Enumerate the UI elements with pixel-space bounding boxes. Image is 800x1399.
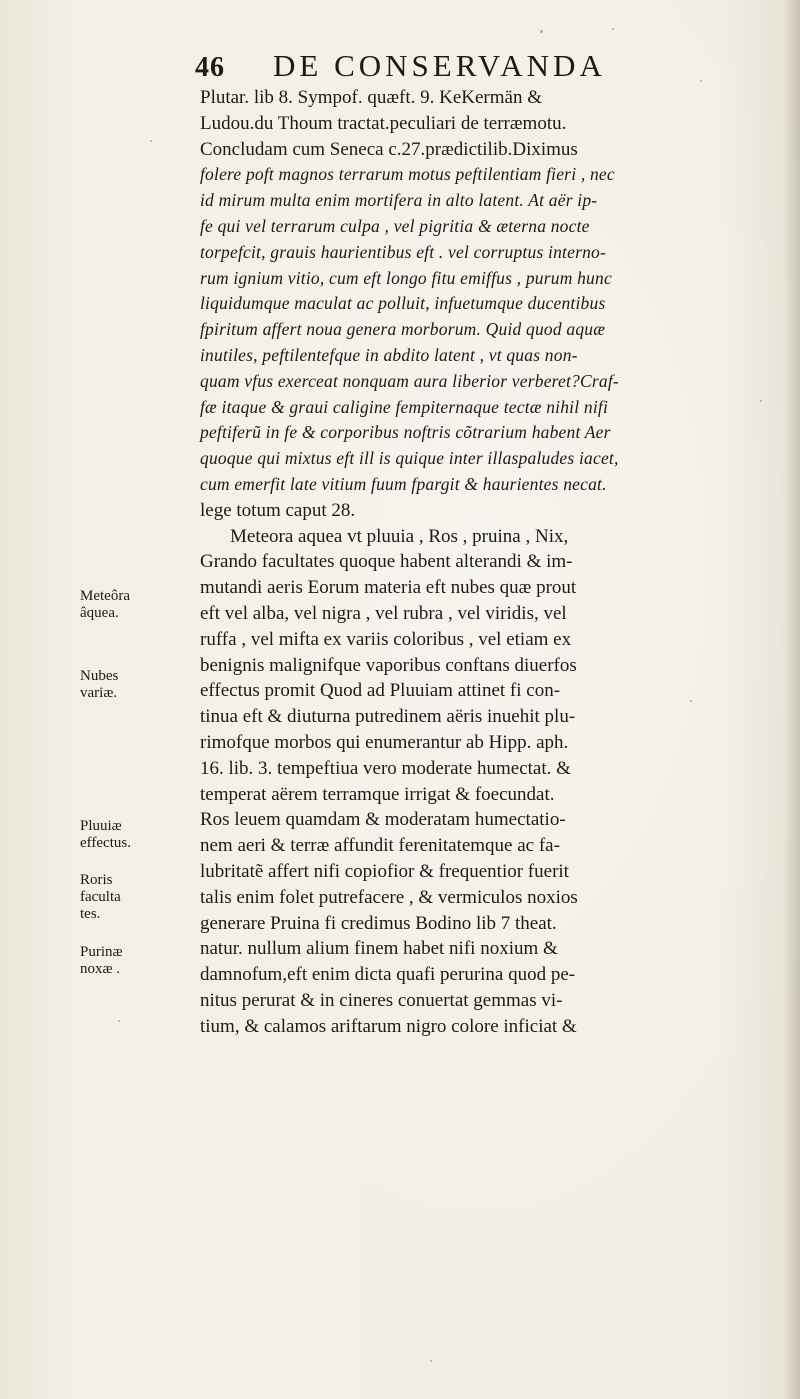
text-line: mutandi aeris Eorum materia eft nubes quæ prout [200, 577, 577, 599]
page-number: 46 [195, 52, 225, 83]
margin-note-line: tes. [80, 906, 101, 922]
paper-fleck [700, 80, 702, 82]
margin-note [80, 944, 190, 978]
page-header [195, 48, 795, 90]
text-line: temperat aërem terramque irrigat & foecundat. [200, 783, 555, 805]
margin-note-line: variæ. [80, 685, 118, 701]
text-line: Ros leuem quamdam & moderatam humectatio- [200, 809, 566, 831]
text-line: benignis malignifque vaporibus conftans diuerfos [200, 654, 577, 676]
margin-note-line: Meteôra [80, 588, 130, 604]
text-line: fe qui vel terrarum culpa , vel pigritia & æterna nocte [200, 215, 590, 236]
text-line: quoque qui mixtus eft ill is quique inter illaspaludes iacet, [200, 448, 619, 469]
margin-note [80, 872, 190, 923]
text-line: rum ignium vitio, cum eft longo fitu emiffus , purum hunc [200, 267, 612, 288]
text-line: id mirum multa enim mortifera in alto latent. At aër ip- [200, 190, 598, 211]
paper-fleck [118, 1020, 120, 1022]
margin-note-line: noxæ . [80, 961, 121, 977]
margin-note-line: Nubes [80, 668, 119, 684]
margin-note [80, 588, 190, 622]
margin-note-line: Roris [80, 872, 113, 888]
text-line: lege totum caput 28. [200, 499, 356, 521]
body-text [200, 85, 790, 1039]
margin-note [80, 818, 190, 852]
text-line: cum emerfit late vitium fuum fpargit & haurientes necat. [200, 473, 607, 494]
text-line: nitus perurat & in cineres conuertat gemmas vi- [200, 989, 563, 1011]
text-line: damnofum,eft enim dicta quafi perurina quod pe- [200, 964, 576, 986]
paper-fleck [150, 140, 152, 142]
text-line: ruffa , vel mifta ex variis coloribus , vel etiam ex [200, 628, 572, 650]
text-line: effectus promit Quod ad Pluuiam attinet fi con- [200, 680, 561, 702]
paper-fleck [430, 1360, 432, 1362]
margin-notes [80, 0, 195, 1399]
text-line: quam vfus exerceat nonquam aura liberior verberet?Craf- [200, 370, 619, 391]
text-line: torpefcit, grauis haurientibus eft . vel corruptus interno- [200, 241, 607, 262]
margin-note-line: âquea. [80, 605, 119, 621]
text-line: nem aeri & terræ affundit ferenitatemque ac fa- [200, 835, 560, 857]
paper-fleck [612, 28, 614, 30]
text-line: fæ itaque & graui caligine fempiternaque tectæ nihil nifi [200, 396, 609, 417]
text-line: inutiles, peftilentefque in abdito latent , vt quas non- [200, 344, 578, 365]
text-line: generare Pruina fi credimus Bodino lib 7 theat. [200, 912, 557, 934]
text-line: talis enim folet putrefacere , & vermiculos noxios [200, 886, 578, 908]
text-line: Meteora aquea vt pluuia , Ros , pruina , Nix, [230, 525, 569, 547]
running-title: DE CONSERVANDA [273, 48, 606, 83]
text-line: tinua eft & diuturna putredinem aëris inuehit plu- [200, 706, 576, 728]
text-line: fpiritum affert noua genera morborum. Quid quod aquæ [200, 319, 606, 340]
text-line: lubritatẽ affert nifi copiofior & frequentior fuerit [200, 860, 569, 882]
margin-note-line: faculta [80, 889, 121, 905]
margin-note-line: effectus. [80, 835, 131, 851]
text-line: tium, & calamos ariftarum nigro colore inficiat & [200, 1015, 577, 1037]
text-line: 16. lib. 3. tempeftiua vero moderate humectat. & [200, 757, 571, 779]
text-line: rimofque morbos qui enumerantur ab Hipp. aph. [200, 731, 569, 753]
text-line: natur. nullum alium finem habet nifi noxium & [200, 938, 558, 960]
text-line: folere poft magnos terrarum motus peftilentiam fieri , nec [200, 164, 615, 185]
paper-fleck [760, 400, 762, 402]
text-line: eft vel alba, vel nigra , vel rubra , vel viridis, vel [200, 602, 567, 624]
text-line: Grando facultates quoque habent alterandi & im- [200, 551, 573, 573]
text-line: Ludou.du Thoum tractat.peculiari de terræmotu. [200, 112, 567, 134]
margin-note [80, 668, 190, 702]
paper-fleck [540, 30, 543, 33]
text-line: liquidumque maculat ac polluit, infuetumque ducentibus [200, 293, 606, 314]
text-line: Plutar. lib 8. Sympof. quæft. 9. KeKermän & [200, 87, 542, 108]
margin-note-line: Purinæ [80, 944, 123, 960]
paper-fleck [690, 700, 692, 702]
text-line: peftiferũ in fe & corporibus noftris cõtrarium habent Aer [200, 422, 611, 443]
margin-note-line: Pluuiæ [80, 818, 122, 834]
text-line: Concludam cum Seneca c.27.prædictilib.Diximus [200, 138, 578, 160]
